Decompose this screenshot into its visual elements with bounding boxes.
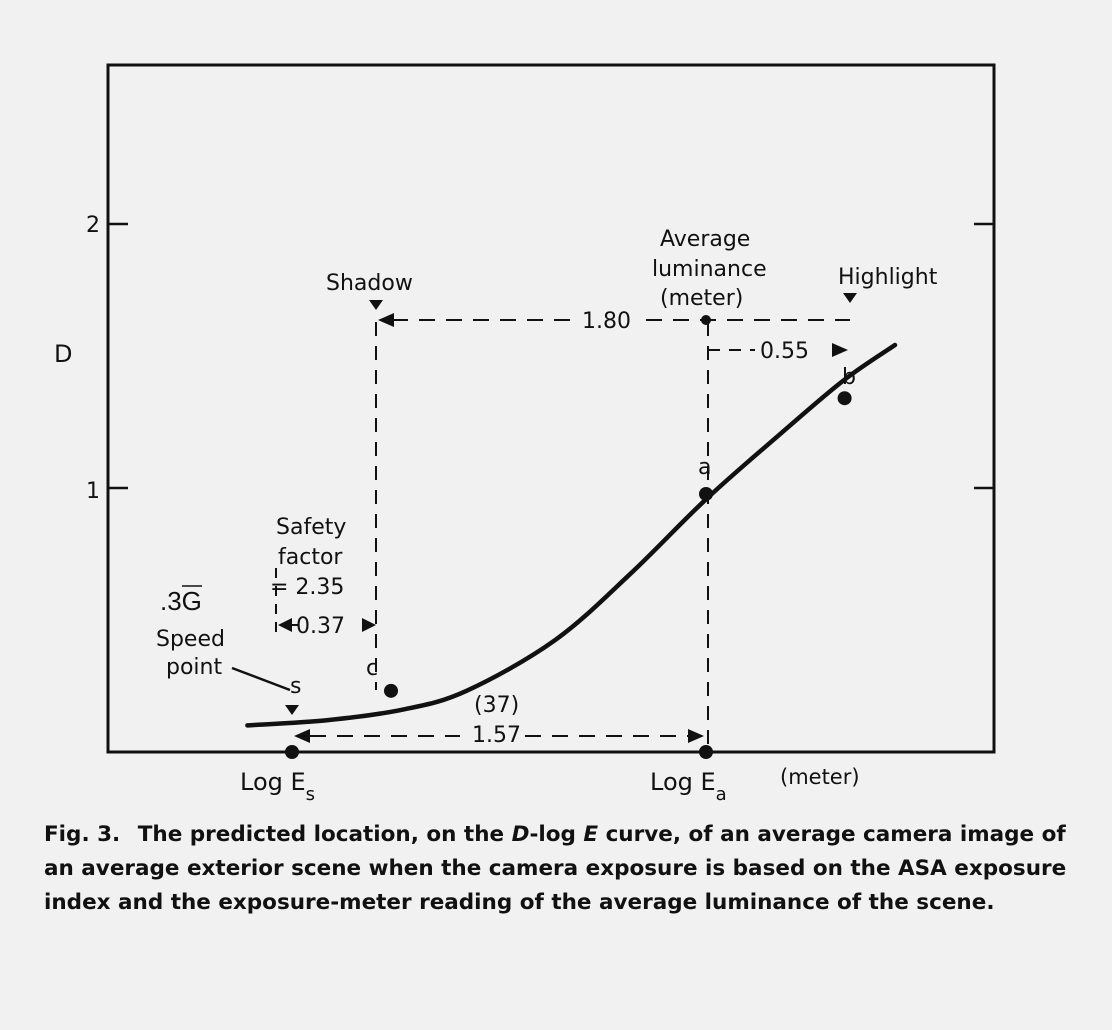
speed-pointer bbox=[232, 668, 290, 690]
highlight-marker bbox=[843, 293, 857, 303]
bottom-arrow-left bbox=[294, 729, 310, 743]
plot-frame bbox=[108, 65, 994, 752]
caption-dash-log: -log bbox=[529, 822, 584, 847]
safety-arrow-left bbox=[278, 618, 292, 632]
avg-label-line2: luminance bbox=[652, 257, 767, 282]
range-value: 1.80 bbox=[582, 309, 631, 334]
caption-D: D bbox=[511, 822, 530, 847]
point-b-label: b bbox=[842, 365, 856, 390]
log-ea-label bbox=[650, 768, 727, 805]
point-a-dot bbox=[699, 487, 713, 501]
point-c-label: c bbox=[366, 656, 379, 681]
safety-label-line3: = 2.35 bbox=[270, 575, 345, 600]
avg-label-line1: Average bbox=[660, 227, 751, 252]
handwritten-note: .3G bbox=[160, 586, 202, 616]
shadow-label: Shadow bbox=[326, 271, 413, 296]
shadow-marker bbox=[369, 300, 383, 310]
point-a-label: a bbox=[698, 455, 712, 480]
speed-label-line1: Speed bbox=[156, 627, 225, 652]
caption-E: E bbox=[583, 822, 599, 847]
range-arrow-left bbox=[378, 313, 394, 327]
safety-label-line2: factor bbox=[278, 545, 343, 570]
log-ea-dot bbox=[699, 745, 713, 759]
log-ea-suffix: (meter) bbox=[780, 765, 860, 789]
point-c-dot bbox=[384, 684, 398, 698]
log-es-dot bbox=[285, 745, 299, 759]
bottom-arrow-right bbox=[688, 729, 704, 743]
safety-arrow-right bbox=[362, 618, 376, 632]
bottom-paren-value: (37) bbox=[474, 693, 520, 718]
safety-log-value: 0.37 bbox=[296, 614, 345, 639]
point-s-label: s bbox=[290, 674, 302, 699]
caption-text-1: The predicted location, on the bbox=[137, 822, 512, 847]
y-ticks bbox=[108, 224, 994, 488]
offset-value: 0.55 bbox=[760, 339, 809, 364]
bottom-value: 1.57 bbox=[472, 723, 521, 748]
log-es-sub: s bbox=[305, 784, 316, 805]
avg-luminance-dot bbox=[701, 315, 711, 325]
speed-marker bbox=[285, 705, 299, 715]
log-es-text: Log E bbox=[240, 768, 306, 796]
log-es-label bbox=[240, 768, 315, 805]
caption-text-2: curve, of an average camera image of an average exterior scene when the camera exposure is based on the ASA exposure index and the exposure-meter reading of the average luminance of the scene. bbox=[44, 822, 1067, 915]
log-ea-sub: a bbox=[715, 784, 727, 805]
safety-label-line1: Safety bbox=[276, 515, 347, 540]
point-b-dot bbox=[838, 391, 852, 405]
figure-caption bbox=[44, 818, 1084, 920]
offset-arrow-right bbox=[832, 343, 848, 357]
caption-fig-label: Fig. 3. bbox=[44, 822, 121, 847]
y-tick-label-1: 1 bbox=[86, 479, 100, 504]
y-axis-label: D bbox=[54, 340, 73, 368]
log-ea-text: Log E bbox=[650, 768, 716, 796]
speed-label-line2: point bbox=[166, 655, 223, 680]
highlight-label: Highlight bbox=[838, 265, 938, 290]
y-tick-label-2: 2 bbox=[86, 213, 100, 238]
avg-label-line3: (meter) bbox=[660, 286, 744, 311]
